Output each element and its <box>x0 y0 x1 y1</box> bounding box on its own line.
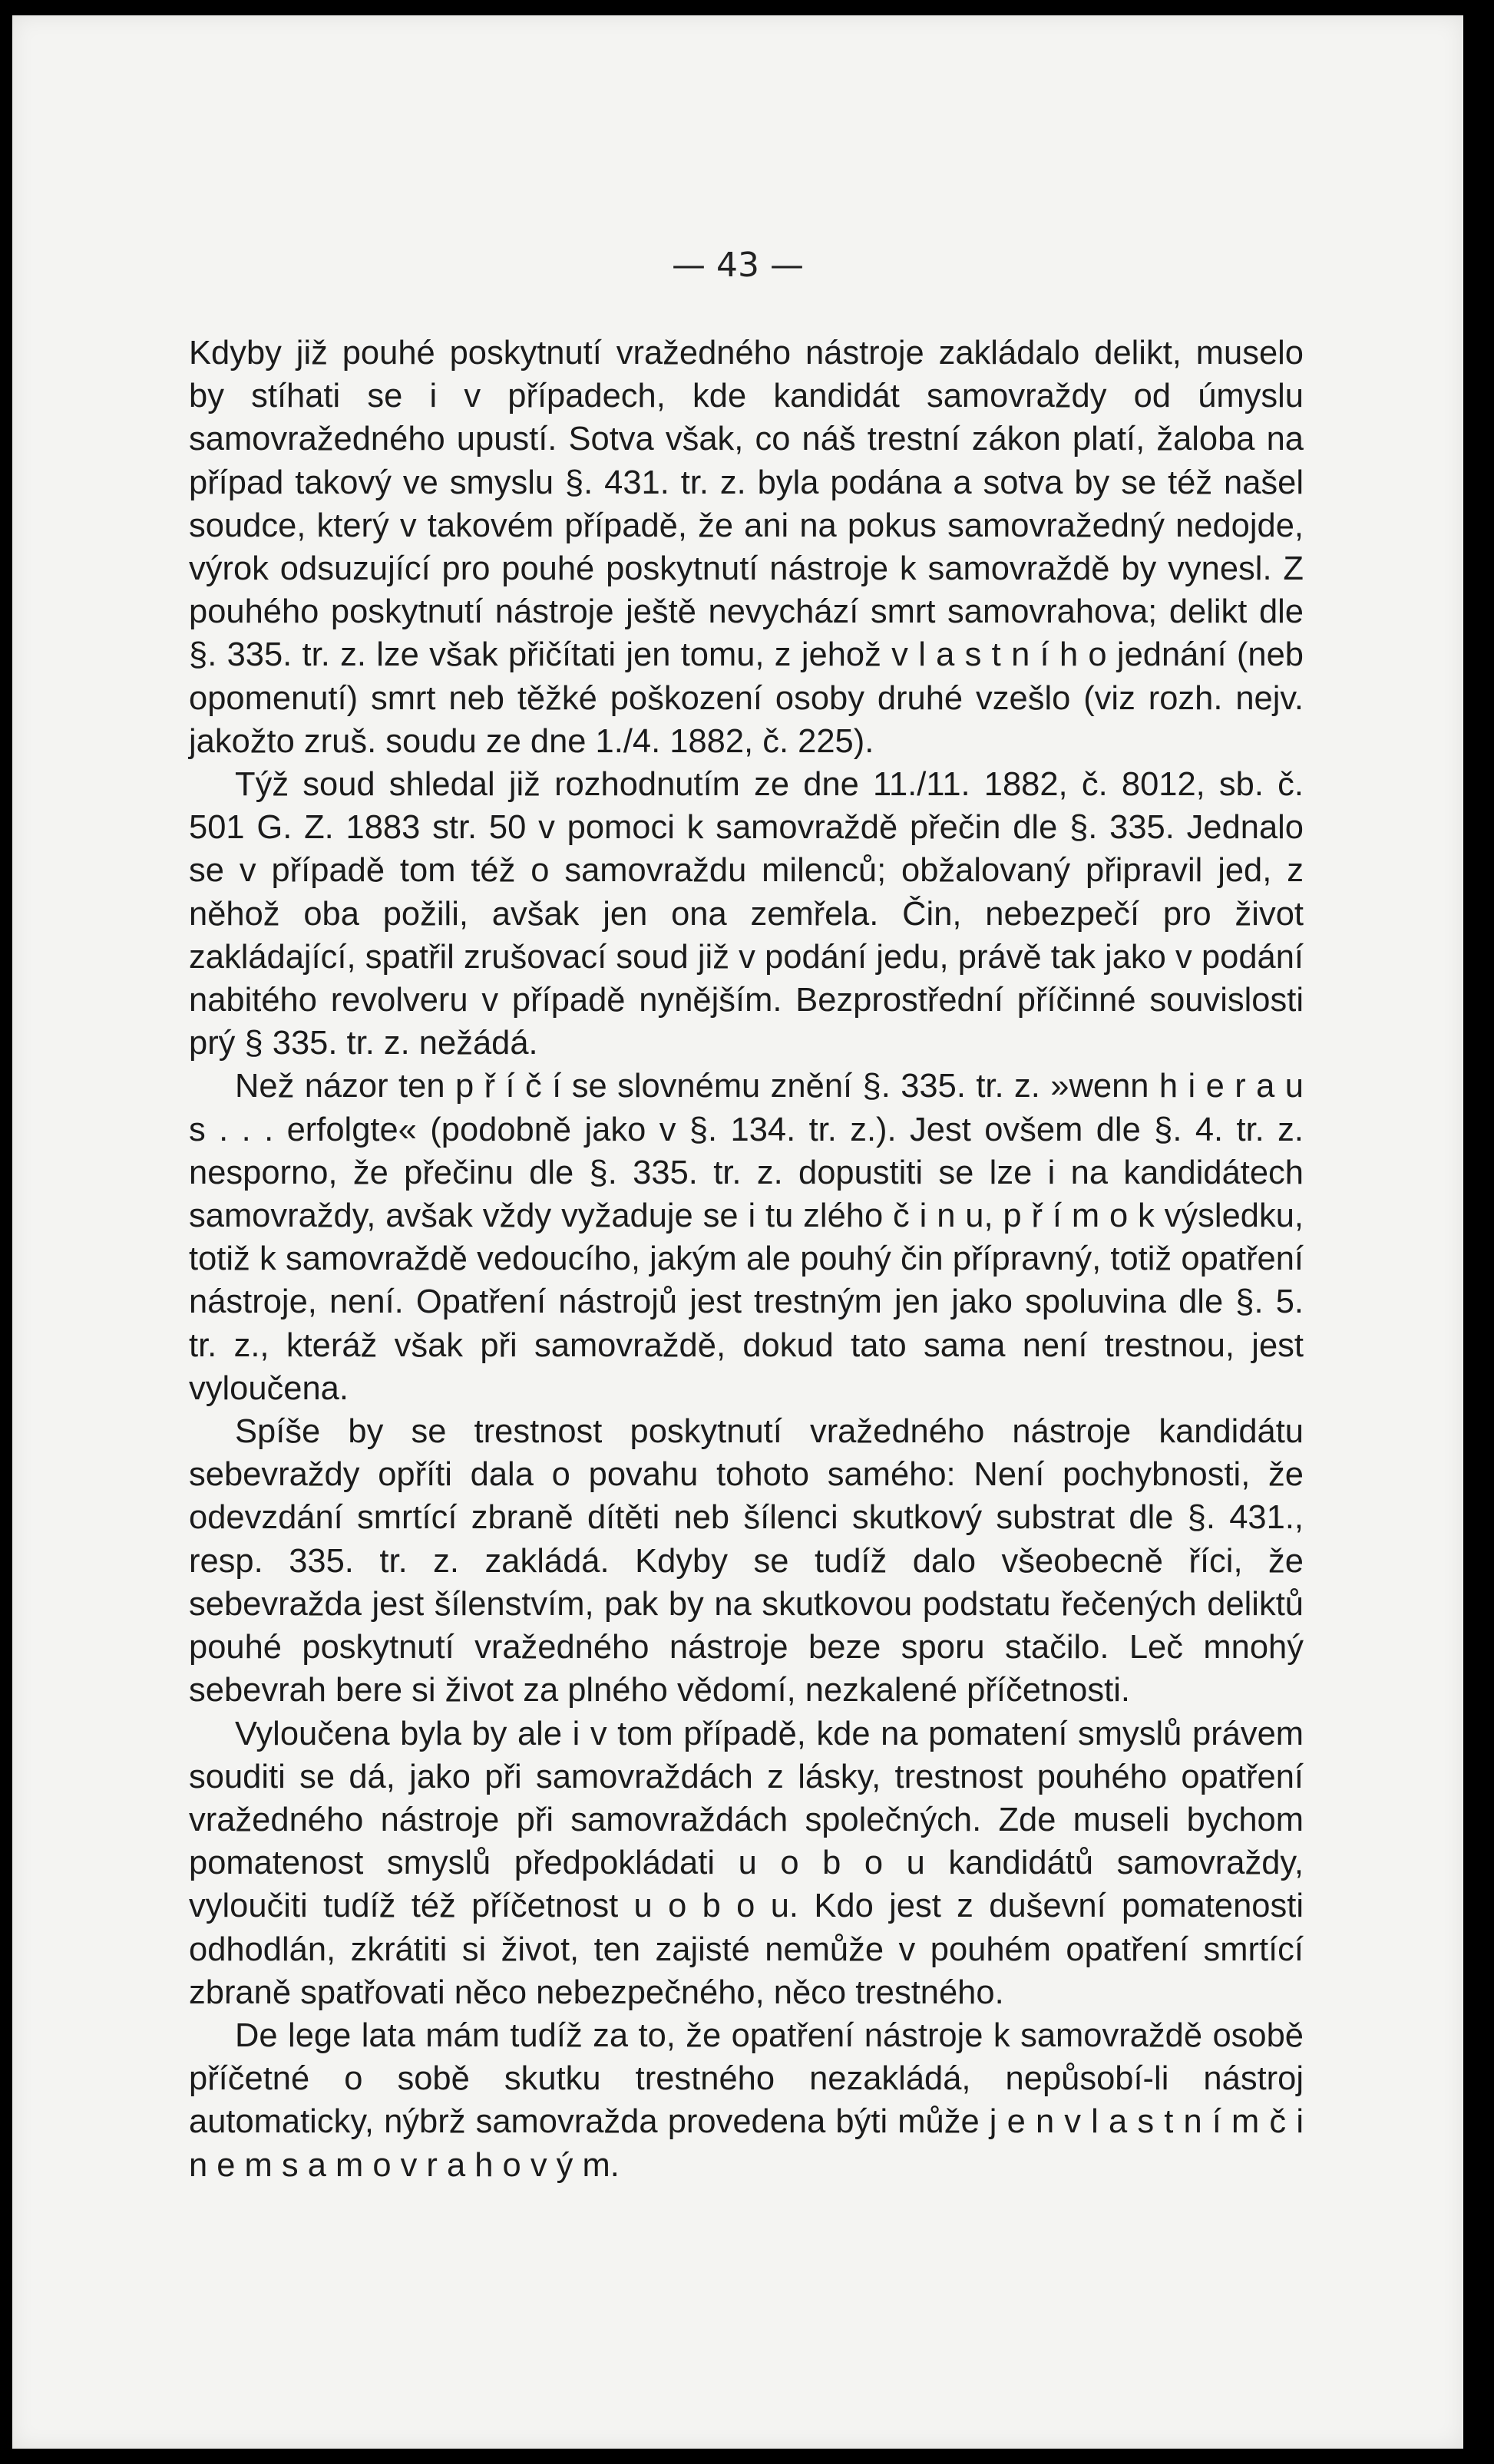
paragraph: Týž soud shledal již rozhodnutím ze dne 11./11. 1882, č. 8012, sb. č. 501 G. Z. 1883 str. 50 v pomoci k samovraždě přečin dle §. 335. Jednalo se v případě tom též o samovraždu milenců; obžalovaný připravil jed, z něhož oba požili, avšak jen ona zemřela. Čin, nebezpečí pro život zakládající, spatřil zrušovací soud již v podání jedu, právě tak jako v podání nabitého revolveru v případě nynějším. Bezprostřední příčinné souvislosti prý § 335. tr. z. nežádá. <box>189 766 1304 1062</box>
paragraph: Než názor ten p ř í č í se slovnému znění §. 335. tr. z. »wenn h i e r a u s . . . erfolgte« (podobně jako v §. 134. tr. z.). Jest ovšem dle §. 4. tr. z. nesporno, že přečinu dle §. 335. tr. z. dopustiti se lze i na kandidátech samovraždy, avšak vždy vyžaduje se i tu zlého č i n u, p ř í m o k výsledku, totiž k samovraždě vedoucího, jakým ale pouhý čin přípravný, totiž opatření nástroje, není. Opatření nástrojů jest trestným jen jako spoluvina dle §. 5. tr. z., kteráž však při samovraždě, dokud tato sama není trestnou, jest vyloučena. <box>189 1068 1304 1407</box>
paragraph: De lege lata mám tudíž za to, že opatření nástroje k samovraždě osobě příčetné o sobě skutku trestného nezakládá, nepůsobí-li nástroj automaticky, nýbrž samovražda provedena býti může j e n v l a s t n í m č i n e m s a m o v r a h o v ý m. <box>189 2016 1304 2184</box>
paragraph: Kdyby již pouhé poskytnutí vražedného nástroje zakládalo delikt, muselo by stíhati se i v případech, kde kandidát samovraždy od úmyslu samovražedného upustí. Sotva však, co náš trestní zákon platí, žaloba na případ takový ve smyslu §. 431. tr. z. byla podána a sotva by se též našel soudce, který v takovém případě, že ani na pokus samovražedný nedojde, výrok odsuzující pro pouhé poskytnutí nástroje k samovraždě by vynesl. Z pouhého poskytnutí nástroje ještě nevychází smrt samovrahova; delikt dle §. 335. tr. z. lze však přičítati jen tomu, z jehož v l a s t n í h o jednání (neb opomenutí) smrt neb těžké poškození osoby druhé vzešlo (viz rozh. nejv. jakožto zruš. soudu ze dne 1./4. 1882, č. 225). <box>189 335 1304 760</box>
book-page <box>12 15 1463 2449</box>
paragraph: Vyloučena byla by ale i v tom případě, kde na pomatení smyslů právem souditi se dá, jako při samovraždách z lásky, trestnost pouhého opatření vražedného nástroje při samovraždách společných. Zde museli bychom pomatenost smyslů předpokládati u o b o u kandidátů samovraždy, vyloučiti tudíž též příčetnost u o b o u. Kdo jest z duševní pomatenosti odhodlán, zkrátiti si život, ten zajisté nemůže v pouhém opatření smrtící zbraně spatřovati něco nebezpečného, něco trestného. <box>189 1715 1304 2011</box>
paragraph: Spíše by se trestnost poskytnutí vražedného nástroje kandidátu sebevraždy opříti dala o povahu tohoto samého: Není pochybnosti, že odevzdání smrtící zbraně dítěti neb šílenci skutkový substrat dle §. 431., resp. 335. tr. z. zakládá. Kdyby se tudíž dalo všeobecně říci, že sebevražda jest šílenstvím, pak by na skutkovou podstatu řečených deliktů pouhé poskytnutí vražedného nástroje beze sporu stačilo. Leč mnohý sebevrah bere si život za plného vědomí, nezkalené příčetnosti. <box>189 1413 1304 1709</box>
body-text <box>189 332 1304 2187</box>
page-number: — 43 — <box>672 246 804 285</box>
